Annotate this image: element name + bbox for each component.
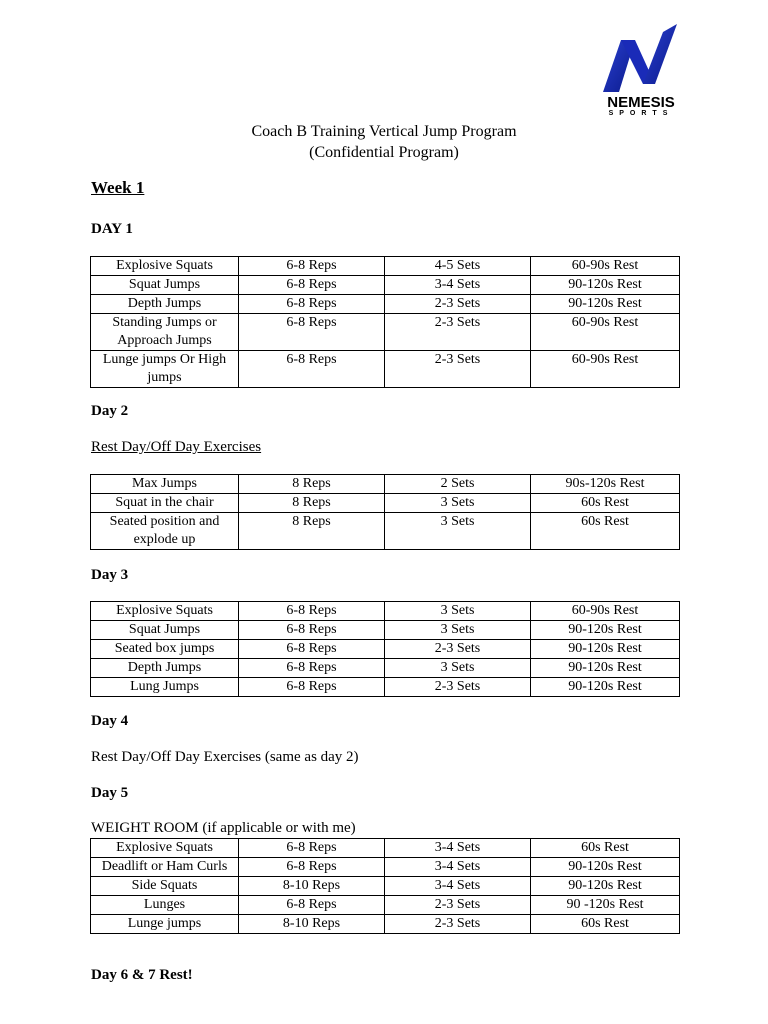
- logo-subtitle: SPORTS: [608, 110, 674, 117]
- reps-cell: 6-8 Reps: [239, 858, 385, 877]
- table-row: [91, 659, 680, 678]
- sets-cell: 2-3 Sets: [385, 678, 531, 697]
- sets-cell: 2-3 Sets: [385, 896, 531, 915]
- reps-cell: 6-8 Reps: [239, 839, 385, 858]
- reps-cell: 8-10 Reps: [239, 915, 385, 934]
- rest-cell: 60-90s Rest: [531, 257, 680, 276]
- sets-cell: 2-3 Sets: [385, 351, 531, 388]
- rest-cell: 90-120s Rest: [531, 276, 680, 295]
- exercise-cell: Max Jumps: [91, 475, 239, 494]
- rest-cell: 60-90s Rest: [531, 602, 680, 621]
- sets-cell: 2-3 Sets: [385, 915, 531, 934]
- sets-cell: 2 Sets: [385, 475, 531, 494]
- rest-cell: 60s Rest: [531, 494, 680, 513]
- rest-cell: 90-120s Rest: [531, 678, 680, 697]
- rest-cell: 90-120s Rest: [531, 295, 680, 314]
- day67-heading: Day 6 & 7 Rest!: [91, 967, 193, 983]
- sets-cell: 3-4 Sets: [385, 839, 531, 858]
- exercise-cell: Lunge jumps Or High jumps: [91, 351, 239, 388]
- rest-cell: 90-120s Rest: [531, 659, 680, 678]
- week-heading: Week 1: [91, 178, 145, 197]
- exercise-cell: Lunge jumps: [91, 915, 239, 934]
- day2-heading: Day 2: [91, 403, 129, 419]
- exercise-cell: Squat Jumps: [91, 276, 239, 295]
- table-row: [91, 494, 680, 513]
- table-row: [91, 475, 680, 494]
- rest-cell: 90-120s Rest: [531, 640, 680, 659]
- table-row: [91, 621, 680, 640]
- table-row: [91, 314, 680, 351]
- sets-cell: 3-4 Sets: [385, 877, 531, 896]
- rest-cell: 60s Rest: [531, 915, 680, 934]
- table-row: [91, 276, 680, 295]
- table-row: [91, 513, 680, 550]
- exercise-cell: Deadlift or Ham Curls: [91, 858, 239, 877]
- exercise-cell: Squat Jumps: [91, 621, 239, 640]
- rest-cell: 90-120s Rest: [531, 858, 680, 877]
- reps-cell: 6-8 Reps: [239, 602, 385, 621]
- exercise-cell: Depth Jumps: [91, 295, 239, 314]
- sets-cell: 2-3 Sets: [385, 640, 531, 659]
- exercise-cell: Seated box jumps: [91, 640, 239, 659]
- sets-cell: 3 Sets: [385, 621, 531, 640]
- exercise-cell: Lunges: [91, 896, 239, 915]
- reps-cell: 6-8 Reps: [239, 257, 385, 276]
- reps-cell: 6-8 Reps: [239, 295, 385, 314]
- day1-heading: DAY 1: [91, 221, 133, 237]
- exercise-cell: Depth Jumps: [91, 659, 239, 678]
- rest-cell: 90-120s Rest: [531, 877, 680, 896]
- reps-cell: 6-8 Reps: [239, 640, 385, 659]
- document-title: Coach B Training Vertical Jump Program: [251, 123, 517, 140]
- reps-cell: 6-8 Reps: [239, 314, 385, 351]
- nemesis-sports-logo: [597, 24, 687, 120]
- reps-cell: 8-10 Reps: [239, 877, 385, 896]
- day4-heading: Day 4: [91, 713, 129, 729]
- reps-cell: 6-8 Reps: [239, 621, 385, 640]
- sets-cell: 3 Sets: [385, 513, 531, 550]
- table-row: [91, 257, 680, 276]
- reps-cell: 6-8 Reps: [239, 896, 385, 915]
- sets-cell: 2-3 Sets: [385, 314, 531, 351]
- sets-cell: 3-4 Sets: [385, 858, 531, 877]
- exercise-cell: Standing Jumps or Approach Jumps: [91, 314, 239, 351]
- table-row: [91, 896, 680, 915]
- table-row: [91, 877, 680, 896]
- sets-cell: 3 Sets: [385, 494, 531, 513]
- document-title-block: [0, 121, 768, 163]
- table-row: [91, 640, 680, 659]
- sets-cell: 3-4 Sets: [385, 276, 531, 295]
- rest-cell: 60s Rest: [531, 513, 680, 550]
- rest-cell: 90 -120s Rest: [531, 896, 680, 915]
- table-row: [91, 915, 680, 934]
- day2-note: Rest Day/Off Day Exercises: [91, 439, 262, 455]
- day2-table: [90, 474, 680, 550]
- exercise-cell: Squat in the chair: [91, 494, 239, 513]
- day5-note: WEIGHT ROOM (if applicable or with me): [91, 820, 356, 836]
- sets-cell: 3 Sets: [385, 602, 531, 621]
- reps-cell: 8 Reps: [239, 513, 385, 550]
- sets-cell: 2-3 Sets: [385, 295, 531, 314]
- rest-cell: 90s-120s Rest: [531, 475, 680, 494]
- sets-cell: 4-5 Sets: [385, 257, 531, 276]
- reps-cell: 8 Reps: [239, 475, 385, 494]
- table-row: [91, 602, 680, 621]
- table-row: [91, 351, 680, 388]
- reps-cell: 8 Reps: [239, 494, 385, 513]
- logo-name: NEMESIS: [607, 94, 675, 111]
- sets-cell: 3 Sets: [385, 659, 531, 678]
- rest-cell: 90-120s Rest: [531, 621, 680, 640]
- exercise-cell: Explosive Squats: [91, 257, 239, 276]
- reps-cell: 6-8 Reps: [239, 678, 385, 697]
- reps-cell: 6-8 Reps: [239, 659, 385, 678]
- rest-cell: 60s Rest: [531, 839, 680, 858]
- day3-table: [90, 601, 680, 697]
- exercise-cell: Explosive Squats: [91, 839, 239, 858]
- day1-table: [90, 256, 680, 388]
- rest-cell: 60-90s Rest: [531, 314, 680, 351]
- table-row: [91, 678, 680, 697]
- day5-heading: Day 5: [91, 785, 129, 801]
- exercise-cell: Explosive Squats: [91, 602, 239, 621]
- table-row: [91, 295, 680, 314]
- table-row: [91, 858, 680, 877]
- nemesis-n-logo-icon: [597, 24, 685, 96]
- reps-cell: 6-8 Reps: [239, 276, 385, 295]
- document-subtitle: (Confidential Program): [309, 144, 459, 161]
- day4-note: Rest Day/Off Day Exercises (same as day 2): [91, 749, 359, 765]
- rest-cell: 60-90s Rest: [531, 351, 680, 388]
- table-row: [91, 839, 680, 858]
- day3-heading: Day 3: [91, 567, 129, 583]
- day5-table: [90, 838, 680, 934]
- exercise-cell: Lung Jumps: [91, 678, 239, 697]
- reps-cell: 6-8 Reps: [239, 351, 385, 388]
- exercise-cell: Seated position and explode up: [91, 513, 239, 550]
- exercise-cell: Side Squats: [91, 877, 239, 896]
